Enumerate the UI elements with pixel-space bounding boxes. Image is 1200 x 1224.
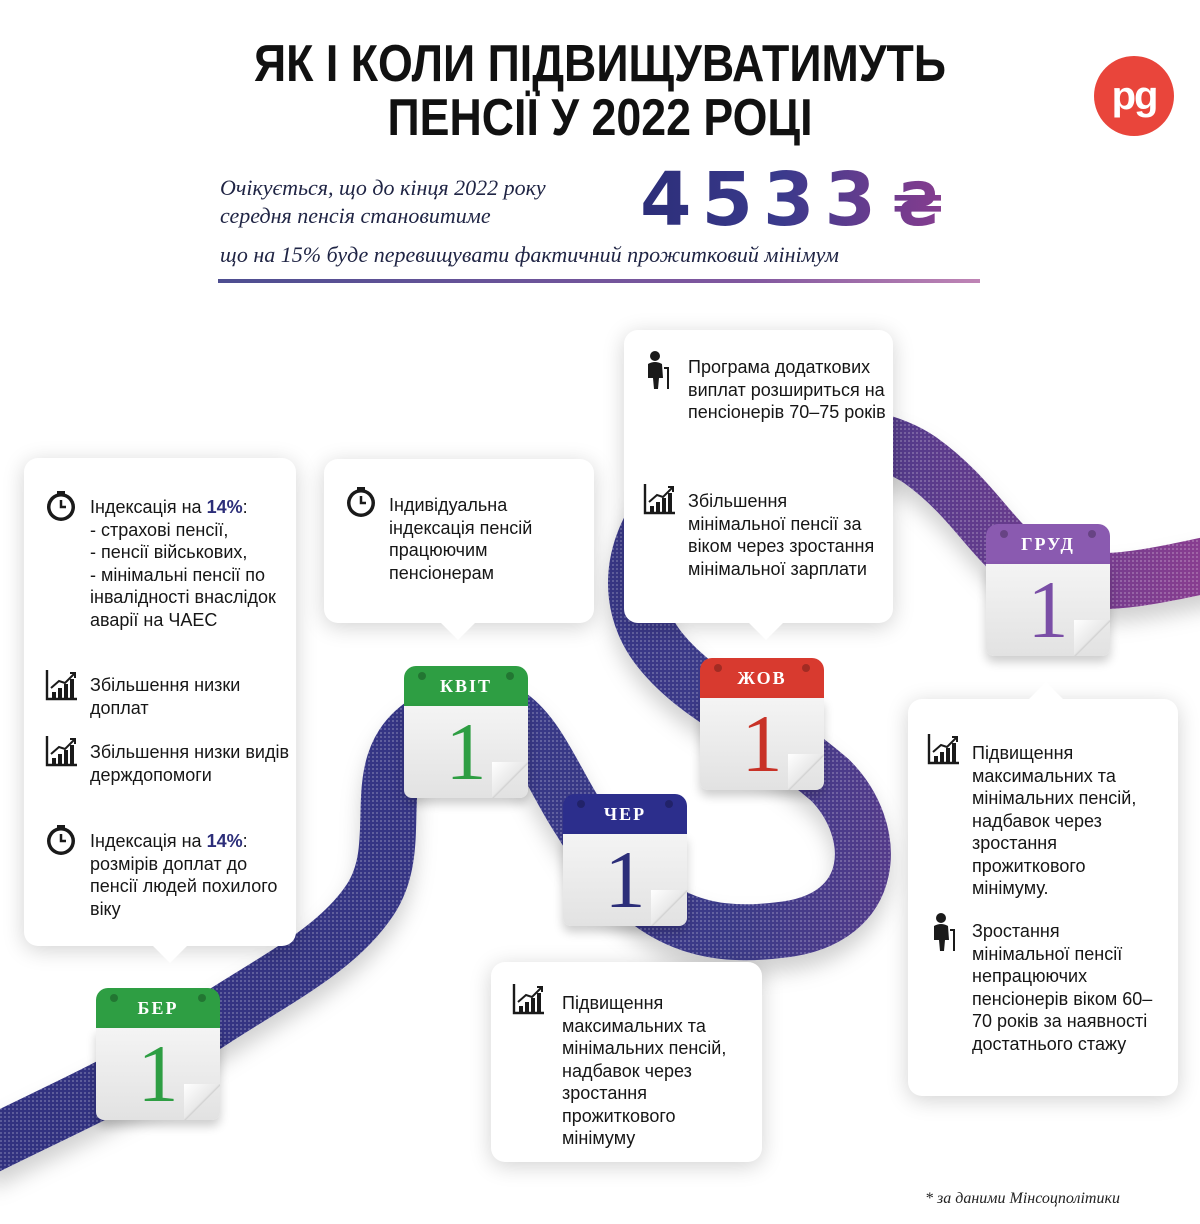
calendar-month: ГРУД — [986, 524, 1110, 564]
calendar-month: БЕР — [96, 988, 220, 1028]
elderly-person-icon — [928, 912, 958, 952]
calendar-ring — [506, 672, 514, 680]
calendar-june — [563, 794, 687, 926]
march-item-1 — [90, 496, 290, 631]
page-curl — [651, 890, 687, 926]
elderly-person-icon — [642, 350, 672, 390]
october-item-2: Збільшення мінімальної пенсії за віком через зростання мінімальної зарплати — [688, 491, 875, 579]
calendar-day: 1 — [741, 698, 783, 789]
december-item-1: Підвищення максимальних та мінімальних пенсій, надбавок через зростання прожиткового мінімуму. — [972, 743, 1137, 898]
amount-value: 4533 — [640, 157, 886, 243]
calendar-ring — [198, 994, 206, 1002]
calendar-day: 1 — [604, 834, 646, 925]
growth-chart-icon — [642, 482, 676, 516]
calendar-day: 1 — [137, 1028, 179, 1119]
growth-chart-icon — [44, 668, 78, 702]
calendar-month: ЧЕР — [563, 794, 687, 834]
calendar-december — [986, 524, 1110, 656]
march-item-3: Збільшення низки видів держдопомоги — [90, 742, 290, 785]
intro-line2: середня пенсія становитиме — [220, 203, 491, 228]
calendar-ring — [1000, 530, 1008, 538]
calendar-day: 1 — [445, 706, 487, 797]
april-item-1: Індивідуальна індексація пенсій працюючим пенсіонерам — [389, 495, 533, 583]
calendar-month: КВІТ — [404, 666, 528, 706]
march-item-1-highlight: 14% — [206, 497, 243, 517]
calendar-month: ЖОВ — [700, 658, 824, 698]
march-item-1-line3: - мінімальні пенсії по інвалідності внаслідок аварії на ЧАЕС — [90, 564, 276, 630]
calendar-ring — [577, 800, 585, 808]
december-item-2: Зростання мінімальної пенсії непрацюючих пенсіонерів віком 60–70 років за наявності достатнього стажу — [972, 921, 1153, 1054]
march-item-1-line1: - страхові пенсії, — [90, 519, 229, 540]
march-item-2: Збільшення низки доплат — [90, 675, 241, 718]
march-item-1-prefix: Індексація на — [90, 497, 207, 517]
currency-sign: ₴ — [891, 170, 954, 240]
march-item-1-line2: - пенсії військових, — [90, 542, 248, 562]
calendar-march — [96, 988, 220, 1120]
june-item-1: Підвищення максимальних та мінімальних пенсій, надбавок через зростання прожиткового мінімуму — [562, 993, 727, 1148]
march-item-4-highlight: 14% — [206, 831, 243, 851]
calendar-october — [700, 658, 824, 790]
calendar-april — [404, 666, 528, 798]
clock-icon — [44, 490, 78, 524]
march-item-4-suffix: : — [242, 831, 248, 851]
october-item-1: Програма додаткових виплат розшириться на пенсіонерів 70–75 років — [688, 357, 886, 422]
clock-icon — [44, 824, 78, 858]
brand-logo[interactable]: pg — [1094, 56, 1174, 136]
march-item-4-line1: розмірів доплат до пенсії людей похилого віку — [90, 853, 278, 919]
intro-line3: що на 15% буде перевищувати фактичний прожитковий мінімум — [220, 242, 839, 267]
growth-chart-icon — [44, 734, 78, 768]
march-item-1-suffix: : — [242, 497, 248, 517]
page-curl — [184, 1084, 220, 1120]
page-curl — [788, 754, 824, 790]
growth-chart-icon — [926, 732, 960, 766]
calendar-ring — [665, 800, 673, 808]
page-curl — [492, 762, 528, 798]
calendar-ring — [418, 672, 426, 680]
intro-line1: Очікується, що до кінця 2022 року — [220, 175, 546, 200]
march-item-4 — [90, 830, 290, 920]
calendar-ring — [1088, 530, 1096, 538]
calendar-ring — [802, 664, 810, 672]
page-title-line2: ПЕНСІЇ У 2022 РОЦІ — [387, 89, 813, 147]
clock-icon — [344, 486, 378, 520]
march-item-4-prefix: Індексація на — [90, 831, 207, 851]
page-title-line1: ЯК І КОЛИ ПІДВИЩУВАТИМУТЬ — [253, 35, 947, 93]
calendar-ring — [110, 994, 118, 1002]
growth-chart-icon — [511, 982, 545, 1016]
calendar-day: 1 — [1027, 564, 1069, 655]
calendar-ring — [714, 664, 722, 672]
source-footnote: * за даними Мінсоцполітики — [925, 1190, 1120, 1207]
page-curl — [1074, 620, 1110, 656]
